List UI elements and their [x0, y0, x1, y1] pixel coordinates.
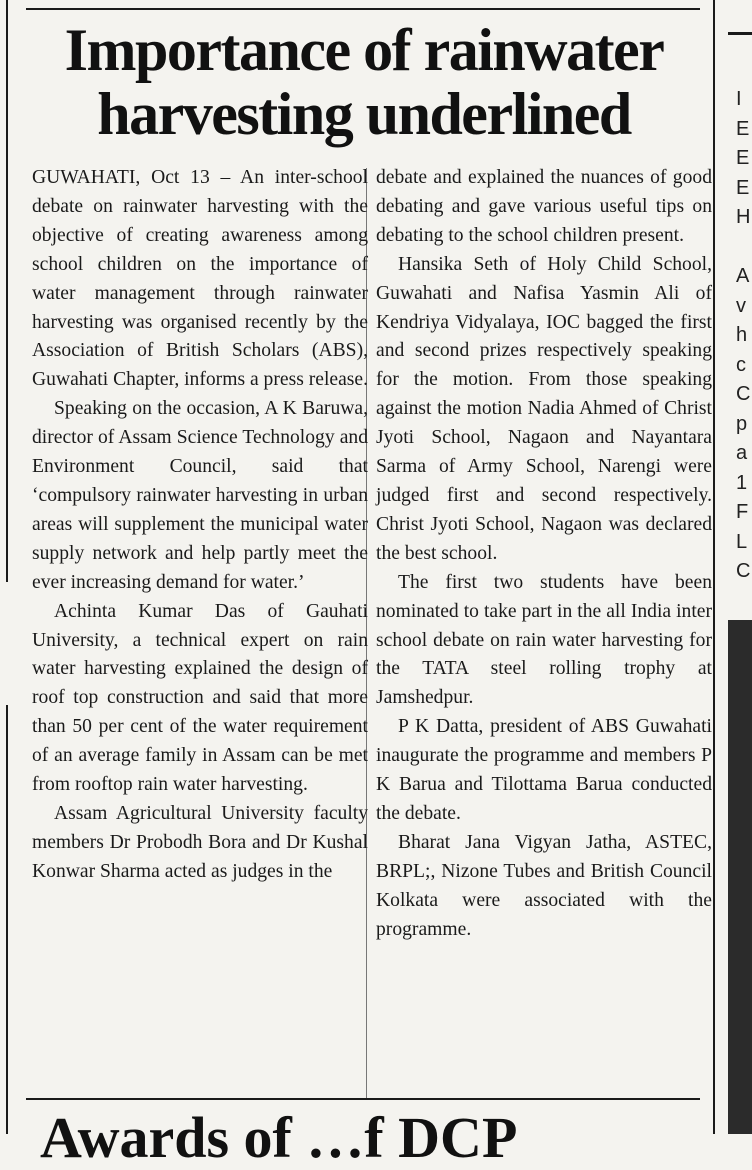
side-letter: H [736, 206, 751, 228]
side-letter: A [736, 265, 750, 287]
article-column-right [376, 164, 712, 944]
side-letter: F [736, 501, 749, 523]
article-column-left [32, 164, 368, 887]
side-letter: a [736, 442, 748, 464]
headline-line-1: Importance of rainwater [64, 17, 664, 83]
adjacent-article-strip [736, 85, 752, 582]
right-divider [713, 0, 715, 1134]
side-letter: C [736, 383, 751, 405]
side-letter: E [736, 147, 750, 169]
side-gap [736, 233, 752, 263]
bottom-rule [26, 1098, 700, 1100]
headline [14, 18, 714, 146]
side-letter: v [736, 294, 746, 317]
side-letter: p [736, 412, 748, 435]
left-border-top [6, 0, 8, 582]
paragraph: Achinta Kumar Das of Gauhati University, a technical expert on rain water harvesting explained the design of roof top construction and said that more than 50 per cent of the water requirement of an average family in Assam can be met from rooftop rain water harvesting. [32, 600, 368, 796]
side-letter: L [736, 530, 748, 553]
paragraph: Assam Agricultural University faculty members Dr Probodh Bora and Dr Kushal Konwar Sharma acted as judges in the [32, 802, 368, 882]
next-article-headline: Awards of …f DCP [40, 1105, 518, 1170]
paragraph: Bharat Jana Vigyan Jatha, ASTEC, BRPL;, Nizone Tubes and British Council Kolkata were associated with the programme. [376, 831, 712, 940]
paragraph: Hansika Seth of Holy Child School, Guwahati and Nafisa Yasmin Ali of Kendriya Vidyalaya, IOC bagged the first and second prizes respectively speaking for the motion. From those speaking against the motion Nadia Ahmed of Christ Jyoti School, Nagaon and Nayantara Sarma of Army School, Narengi were judged first and second respectively. Christ Jyoti School, Nagaon was declared the best school. [376, 253, 712, 564]
adjacent-dark-box [728, 620, 752, 1134]
paragraph: Speaking on the occasion, A K Baruwa, director of Assam Science Technology and Environment Council, said that ‘compulsory rainwater harvesting in urban areas will supplement the municipal water supply network and help partly meet the ever increasing demand for water.’ [32, 398, 368, 593]
side-letter: c [736, 353, 746, 376]
headline-line-2: harvesting underlined [97, 81, 631, 147]
side-letter: E [736, 176, 750, 199]
side-letter: h [736, 324, 748, 346]
side-box-top [728, 32, 752, 35]
side-letter: I [736, 88, 742, 110]
paragraph: GUWAHATI, Oct 13 – An inter-school debate on rainwater harvesting with the objective of creating awareness among school children on the importance of water management through rainwater harvesting was organised recently by the Association of British Scholars (ABS), Guwahati Chapter, informs a press release. [32, 167, 369, 391]
side-letter: C [736, 560, 751, 582]
side-letter: 1 [736, 471, 748, 494]
top-rule [26, 8, 700, 10]
paragraph: The first two students have been nominated to take part in the all India inter school debate on rain water harvesting for the TATA steel rolling trophy at Jamshedpur. [376, 571, 712, 709]
side-letter: E [736, 117, 750, 140]
paragraph: debate and explained the nuances of good debating and gave various useful tips on debating to the school children present. [376, 167, 712, 246]
left-border-bottom [6, 705, 8, 1134]
paragraph: P K Datta, president of ABS Guwahati inaugurate the programme and members P K Barua and Tilottama Barua conducted the debate. [376, 716, 712, 824]
